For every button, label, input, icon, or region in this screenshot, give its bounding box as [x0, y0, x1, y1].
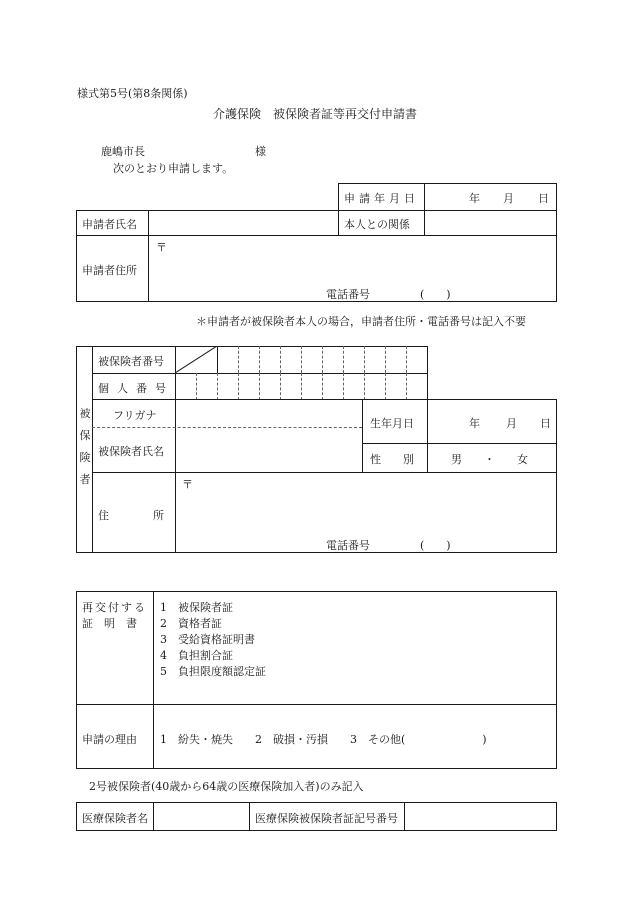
- honorific: 様: [255, 145, 266, 158]
- certificate-option[interactable]: 5 負担限度額認定証: [160, 665, 266, 678]
- applicant-name-label: 申請者氏名: [82, 218, 137, 231]
- relation-field[interactable]: [425, 211, 555, 234]
- certificate-option[interactable]: 4 負担割合証: [160, 649, 233, 662]
- relation-label: 本人との関係: [344, 218, 410, 231]
- insured-side-label: 被 保 険 者: [79, 407, 91, 486]
- applicant-address-label: 申請者住所: [82, 264, 137, 277]
- applicant-note: ＊申請者が被保険者本人の場合，申請者住所・電話番号は記入不要: [196, 315, 526, 328]
- certificate-option[interactable]: 3 受給資格証明書: [160, 633, 255, 646]
- form-title: 介護保険 被保険者証等再交付申請書: [213, 107, 418, 121]
- furigana-label: フリガナ: [113, 409, 157, 422]
- intro-text: 次のとおり申請します。: [113, 162, 234, 175]
- postal-mark: 〒: [156, 241, 167, 254]
- applicant-name-field[interactable]: [149, 211, 337, 234]
- insured-name-label: 被保険者氏名: [98, 445, 164, 458]
- insured-address-field[interactable]: [176, 473, 556, 533]
- reason-label: 申請の理由: [82, 733, 137, 746]
- insurance-symbol-field[interactable]: [405, 803, 555, 830]
- insurance-symbol-label: 医療保険被保険者証記号番号: [255, 812, 398, 825]
- sex-options[interactable]: 男 ・ 女: [451, 453, 528, 466]
- applicant-phone-field[interactable]: ( ): [420, 288, 451, 301]
- sex-label: 性 別: [370, 453, 414, 466]
- insured-address-label: 住 所: [98, 509, 164, 522]
- certificate-option[interactable]: 2 資格者証: [160, 617, 222, 630]
- diagonal-slash: [175, 346, 217, 373]
- furigana-field[interactable]: [176, 400, 361, 426]
- insurer-name-label: 医療保険者名: [82, 812, 148, 825]
- applicant-phone-label: 電話番号: [326, 288, 370, 301]
- reason-options[interactable]: 1 紛失・焼失 2 破損・汚損 3 その他( ): [160, 733, 487, 746]
- birth-date-label: 生年月日: [370, 417, 414, 430]
- insured-postal-mark: 〒: [182, 478, 193, 491]
- form-number: 様式第5号(第8条関係): [77, 87, 188, 100]
- birth-date-field[interactable]: [428, 400, 556, 442]
- applicant-address-field[interactable]: [149, 236, 555, 284]
- insured-phone-field[interactable]: ( ): [420, 539, 451, 552]
- addressee: 鹿嶋市長: [101, 145, 145, 158]
- certificate-option[interactable]: 1 被保険者証: [160, 601, 233, 614]
- application-date-label: 申請年月日: [344, 192, 419, 205]
- insured-name-field[interactable]: [176, 428, 361, 471]
- application-date-field[interactable]: [425, 184, 555, 210]
- insurer-name-field[interactable]: [154, 803, 248, 830]
- reissue-label-line2: 証 明 書: [82, 617, 137, 630]
- insured-phone-label: 電話番号: [326, 539, 370, 552]
- secondary-note: 2号被保険者(40歳から64歳の医療保険加入者)のみ記入: [89, 780, 364, 793]
- insured-number-label: 被保険者番号: [98, 355, 164, 368]
- reissue-label-line1: 再交付する: [82, 601, 147, 614]
- personal-number-label: 個人番号: [98, 382, 174, 395]
